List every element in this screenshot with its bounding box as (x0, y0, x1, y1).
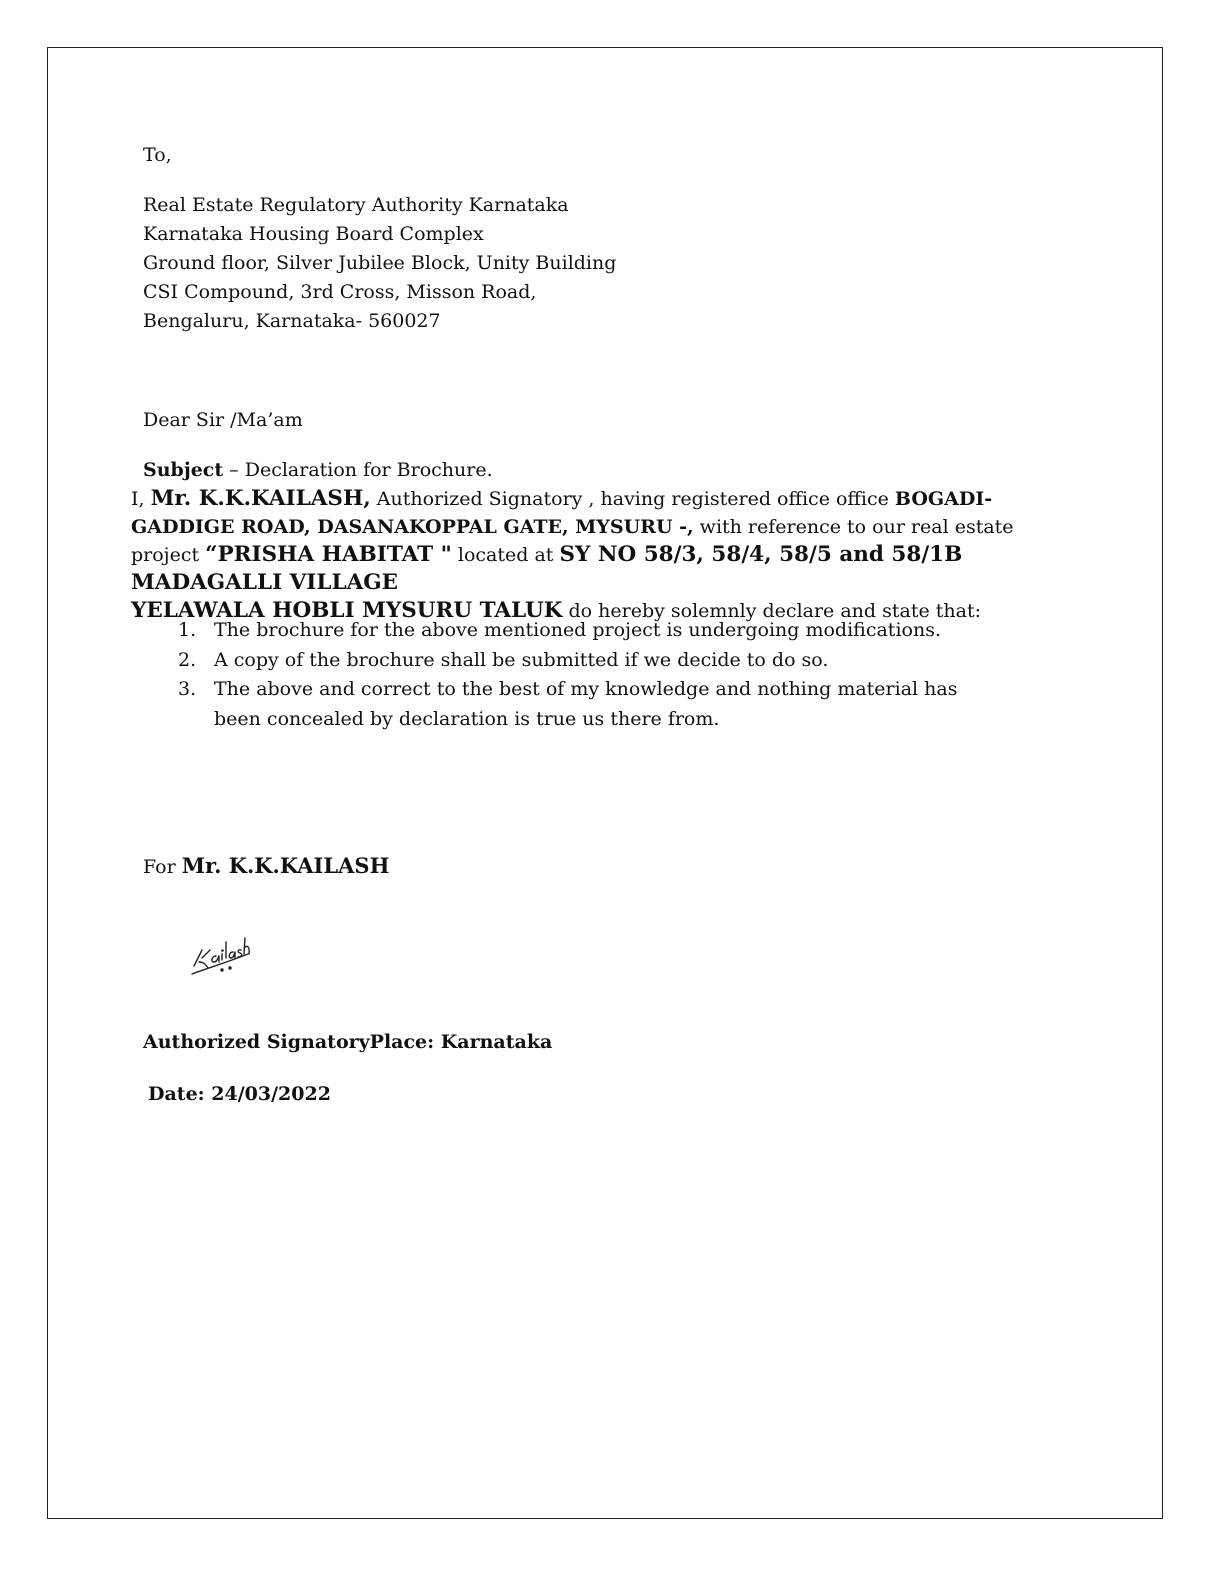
signatory-place: Authorized SignatoryPlace: Karnataka (143, 1031, 553, 1053)
body-text: located at (451, 544, 560, 566)
office-address: BOGADI-GADDIGE ROAD, DASANAKOPPAL GATE, MYSURU -, (131, 488, 993, 538)
list-item-text: A copy of the brochure shall be submitted if we decide to do so. (214, 648, 829, 671)
taluk: YELAWALA HOBLI MYSURU TALUK (131, 598, 563, 623)
date: Date: 24/03/2022 (148, 1083, 331, 1105)
address-line-1: Real Estate Regulatory Authority Karnataka (143, 194, 569, 216)
address-line-4: CSI Compound, 3rd Cross, Misson Road, (143, 281, 537, 303)
list-item (178, 616, 998, 646)
greeting: Dear Sir /Ma’am (143, 409, 303, 431)
list-number: 1. (178, 619, 197, 641)
for-label: For (143, 856, 182, 878)
list-item-text: The brochure for the above mentioned project is undergoing modifications. (214, 619, 941, 641)
list-item-text: The above and correct to the best of my knowledge and nothing material has been concealed by declaration is true us there from. (214, 678, 958, 730)
declarant-name: Mr. K.K.KAILASH, (150, 486, 371, 511)
project-name: “PRISHA HABITAT " (205, 542, 452, 567)
address-line-2: Karnataka Housing Board Complex (143, 223, 484, 245)
body-text: Authorized Signatory , having registered office office (370, 488, 895, 510)
salutation-to: To, (143, 144, 172, 166)
body-text: with reference to our real estate project (131, 516, 1014, 566)
list-number: 3. (178, 678, 197, 700)
body-text: do hereby solemnly declare and state that: (562, 600, 981, 622)
subject-text: – Declaration for Brochure. (223, 459, 493, 481)
list-item (178, 675, 998, 734)
declaration-paragraph (131, 485, 1031, 625)
body-text: I, (131, 488, 151, 510)
handwritten-signature (186, 932, 256, 982)
list-number: 2. (178, 648, 197, 671)
survey-number: SY NO 58/3, 58/4, 58/5 and 58/1B MADAGALLI VILLAGE (131, 542, 963, 595)
address-line-3: Ground floor, Silver Jubilee Block, Unity Building (143, 252, 617, 274)
for-line (143, 851, 389, 882)
for-name: Mr. K.K.KAILASH (181, 853, 390, 878)
address-line-5: Bengaluru, Karnataka- 560027 (143, 310, 441, 332)
subject-line (143, 456, 493, 485)
list-item (178, 646, 998, 676)
declaration-list (178, 616, 998, 734)
subject-label: Subject (143, 459, 224, 481)
